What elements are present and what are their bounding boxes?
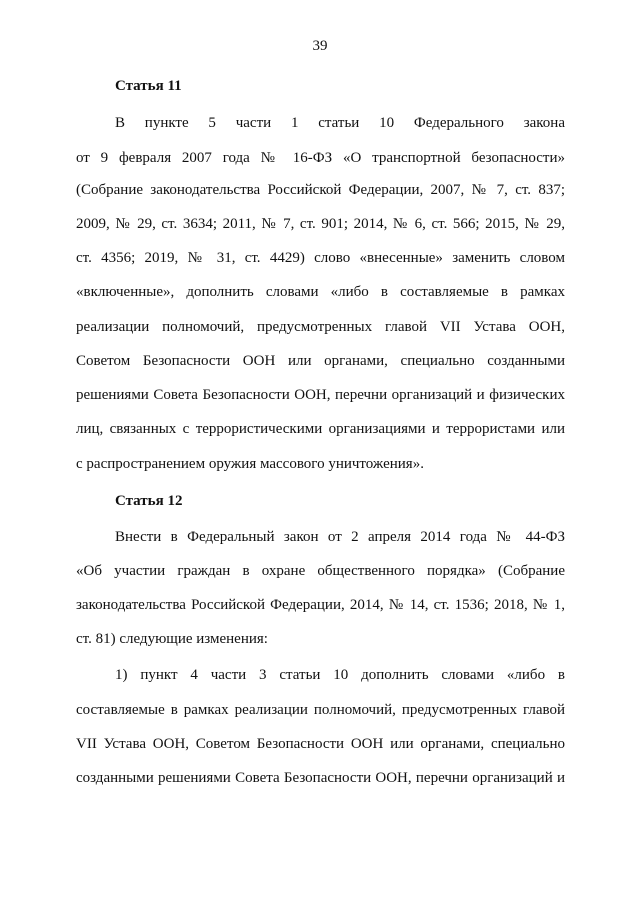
article-11-text-line: от 9 февраля 2007 года № 16-ФЗ «О транспортной безопасности»	[76, 150, 565, 166]
article-11-text-line: (Собрание законодательства Российской Федерации, 2007, № 7, ст. 837;	[76, 182, 565, 198]
article-11-text-line: реализации полномочий, предусмотренных главой VII Устава ООН,	[76, 319, 565, 335]
article-11-text-line: лиц, связанных с террористическими организациями и террористами или	[76, 421, 565, 437]
article-12-text-line: составляемые в рамках реализации полномочий, предусмотренных главой	[76, 702, 565, 718]
article-11-text-line: ст. 4356; 2019, № 31, ст. 4429) слово «внесенные» заменить словом	[76, 250, 565, 266]
article-12-heading: Статья 12	[115, 493, 183, 509]
article-11-text-line: «включенные», дополнить словами «либо в составляемые в рамках	[76, 284, 565, 300]
article-12-text-line: Внести в Федеральный закон от 2 апреля 2014 года № 44-ФЗ	[115, 529, 565, 545]
article-11-text-line: 2009, № 29, ст. 3634; 2011, № 7, ст. 901; 2014, № 6, ст. 566; 2015, № 29,	[76, 216, 565, 232]
article-11-text-line: решениями Совета Безопасности ООН, перечни организаций и физических	[76, 387, 565, 403]
article-12-text-line: созданными решениями Совета Безопасности ООН, перечни организаций и	[76, 770, 565, 786]
article-11-text-line: Советом Безопасности ООН или органами, специально созданными	[76, 353, 565, 369]
article-12-text-line: VII Устава ООН, Советом Безопасности ООН или органами, специально	[76, 736, 565, 752]
article-12-text-line: ст. 81) следующие изменения:	[76, 631, 268, 647]
article-11-text-line: с распространением оружия массового уничтожения».	[76, 456, 424, 472]
article-12-text-line: 1) пункт 4 части 3 статьи 10 дополнить словами «либо в	[115, 667, 565, 683]
article-12-text-line: законодательства Российской Федерации, 2014, № 14, ст. 1536; 2018, № 1,	[76, 597, 565, 613]
page-number: 39	[312, 38, 328, 54]
article-12-text-line: «Об участии граждан в охране общественного порядка» (Собрание	[76, 563, 565, 579]
article-11-text-line: В пункте 5 части 1 статьи 10 Федерального закона	[115, 115, 565, 131]
article-11-heading: Статья 11	[115, 78, 182, 94]
